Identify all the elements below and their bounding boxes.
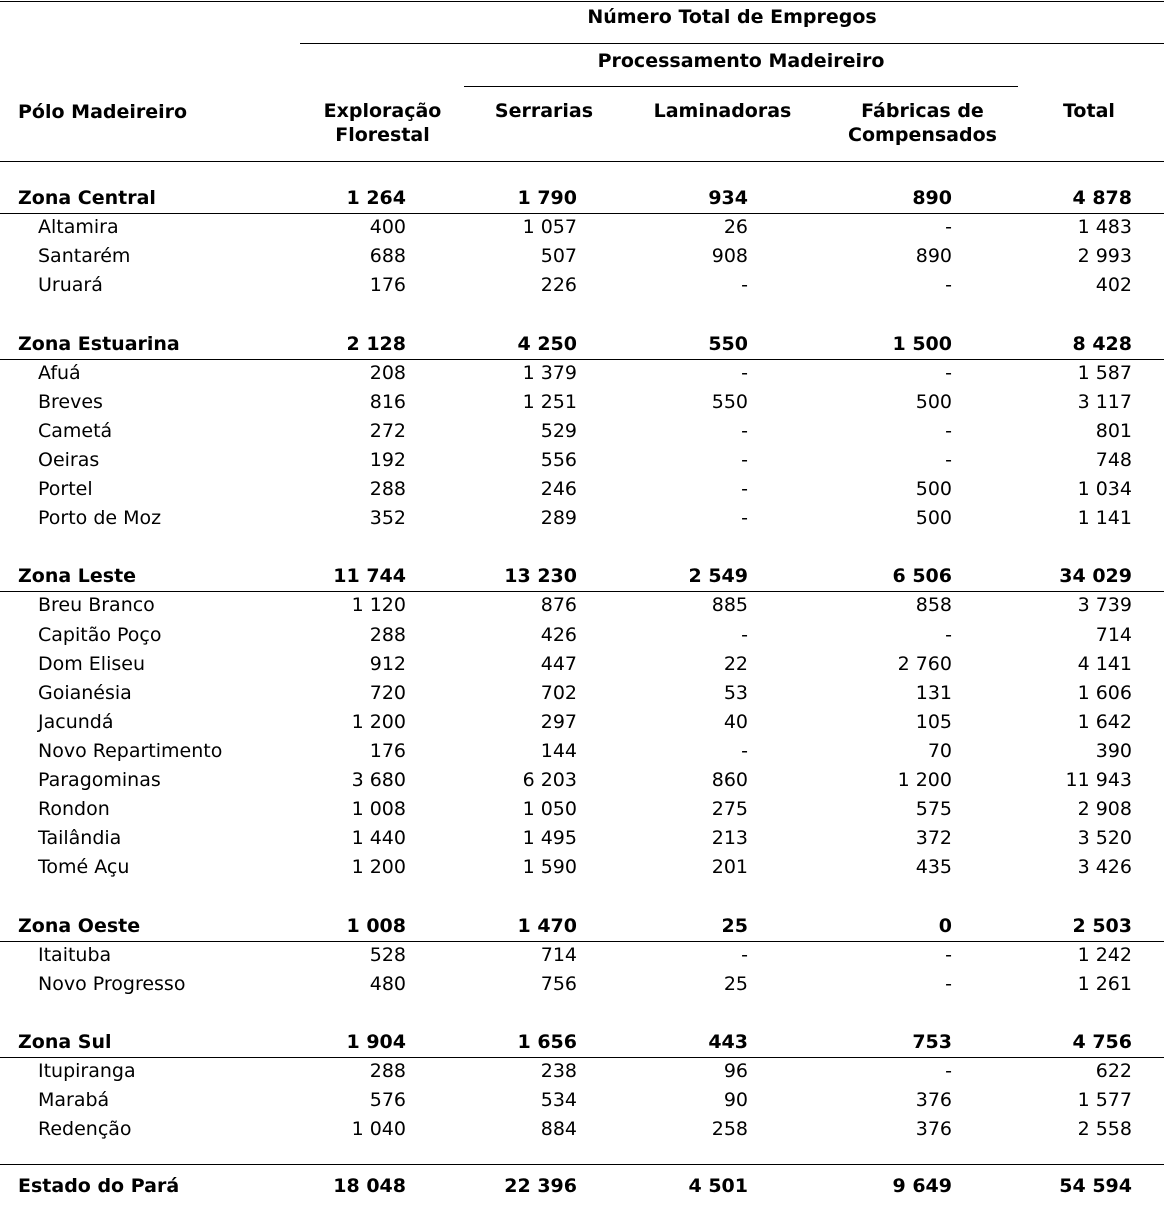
laminadoras-value: 25: [723, 972, 748, 995]
serrarias-value: 447: [540, 652, 577, 675]
exploracao-value: 1 440: [351, 827, 406, 850]
laminadoras-value: -: [741, 623, 748, 646]
zone-name: Estado do Pará: [18, 1175, 180, 1197]
fabricas-value: 500: [915, 478, 952, 500]
polo-name: Goianésia: [38, 681, 132, 704]
exploracao-value: 1 264: [346, 187, 406, 209]
polo-name: Breves: [38, 390, 103, 413]
fabricas-value: -: [945, 216, 952, 239]
polo-name: Itaituba: [38, 943, 112, 966]
table-row: [0, 504, 1164, 533]
table-row: [0, 359, 1164, 388]
col-header-serrarias: Serrarias: [494, 100, 594, 122]
serrarias-value: 1 590: [522, 856, 577, 879]
zone-row: [0, 184, 1164, 213]
total-value: 1 642: [1077, 710, 1132, 733]
polo-name: Jacundá: [38, 710, 114, 733]
total-rule: [0, 1164, 1164, 1165]
table-row: [0, 679, 1164, 708]
fabricas-value: 1 500: [892, 332, 952, 355]
serrarias-value: 1 379: [522, 361, 577, 384]
laminadoras-value: 22: [723, 652, 748, 675]
serrarias-value: 144: [540, 739, 577, 762]
serrarias-value: 507: [540, 245, 577, 268]
polo-name: Redenção: [38, 1118, 132, 1141]
table-row: [0, 242, 1164, 271]
zone-name: Zona Central: [18, 187, 156, 209]
total-value: 3 426: [1077, 856, 1132, 879]
exploracao-value: 208: [369, 361, 406, 384]
exploracao-value: 3 680: [351, 769, 406, 791]
serrarias-value: 4 250: [517, 332, 577, 355]
col-header-fabricas: [815, 99, 1030, 147]
fabricas-value: 500: [915, 390, 952, 413]
total-value: 1 587: [1077, 361, 1132, 384]
serrarias-value: 1 251: [522, 390, 577, 413]
exploracao-value: 288: [369, 623, 406, 646]
serrarias-value: 289: [540, 507, 577, 530]
fabricas-value: 6 506: [892, 565, 952, 588]
fabricas-value: 372: [915, 827, 952, 850]
serrarias-value: 238: [540, 1060, 577, 1082]
total-value: 801: [1095, 419, 1132, 442]
table-row: [0, 621, 1164, 650]
laminadoras-value: 40: [723, 710, 748, 733]
polo-name: Tomé Açu: [38, 856, 130, 879]
exploracao-value: 176: [369, 739, 406, 762]
table-row: [0, 1115, 1164, 1144]
laminadoras-value: -: [741, 419, 748, 442]
total-value: 2 993: [1077, 245, 1132, 268]
laminadoras-value: 96: [723, 1060, 748, 1082]
total-value: 1 261: [1077, 972, 1132, 995]
laminadoras-value: -: [741, 478, 748, 500]
fabricas-value: -: [945, 361, 952, 384]
fabricas-value: -: [945, 623, 952, 646]
serrarias-value: 246: [540, 478, 577, 500]
serrarias-value: 1 495: [522, 827, 577, 850]
exploracao-value: 688: [369, 245, 406, 268]
table-row: [0, 970, 1164, 999]
laminadoras-value: 2 549: [688, 565, 748, 588]
fabricas-value: 890: [915, 245, 952, 268]
col-header-fabricas-line2: Compensados: [848, 124, 997, 146]
table-row: [0, 213, 1164, 242]
exploracao-value: 912: [369, 652, 406, 675]
zone-row: [0, 330, 1164, 359]
fabricas-value: 9 649: [892, 1175, 952, 1197]
total-value: 748: [1095, 448, 1132, 471]
polo-name: Altamira: [38, 216, 119, 239]
col-header-polo: Pólo Madeireiro: [18, 101, 188, 123]
serrarias-value: 1 790: [517, 187, 577, 209]
serrarias-value: 529: [540, 419, 577, 442]
laminadoras-value: 885: [711, 594, 748, 617]
fabricas-value: 376: [915, 1089, 952, 1112]
serrarias-value: 1 057: [522, 216, 577, 239]
group-title: Número Total de Empregos: [587, 6, 877, 28]
subgroup-title: Processamento Madeireiro: [597, 50, 885, 72]
polo-name: Porto de Moz: [38, 507, 162, 530]
serrarias-value: 884: [540, 1118, 577, 1141]
exploracao-value: 176: [369, 274, 406, 297]
laminadoras-value: 4 501: [688, 1175, 748, 1197]
polo-name: Uruará: [38, 274, 103, 297]
serrarias-value: 556: [540, 448, 577, 471]
group-title-rule: [300, 43, 1164, 44]
col-header-exploracao-line1: Exploração: [323, 100, 442, 122]
col-header-exploracao-line2: Florestal: [335, 124, 430, 146]
zone-name: Zona Oeste: [18, 914, 141, 937]
total-value: 2 908: [1077, 798, 1132, 821]
table-row: [0, 853, 1164, 882]
exploracao-value: 1 120: [351, 594, 406, 617]
laminadoras-value: 25: [721, 914, 748, 937]
zone-name: Zona Sul: [18, 1030, 112, 1053]
total-value: 4 141: [1077, 652, 1132, 675]
exploracao-value: 288: [369, 1060, 406, 1082]
exploracao-value: 11 744: [333, 565, 406, 588]
exploracao-value: 1 040: [351, 1118, 406, 1141]
polo-name: Afuá: [38, 361, 81, 384]
exploracao-value: 288: [369, 478, 406, 500]
zone-row: [0, 912, 1164, 941]
laminadoras-value: 550: [711, 390, 748, 413]
table-row: [0, 1057, 1164, 1086]
table-row: [0, 824, 1164, 853]
laminadoras-value: -: [741, 361, 748, 384]
serrarias-value: 1 656: [517, 1030, 577, 1053]
exploracao-value: 1 200: [351, 710, 406, 733]
table-row: [0, 766, 1164, 795]
serrarias-value: 714: [540, 943, 577, 966]
total-value: 1 242: [1077, 943, 1132, 966]
fabricas-value: -: [945, 419, 952, 442]
table-row: [0, 475, 1164, 504]
total-value: 622: [1095, 1060, 1132, 1082]
serrarias-value: 226: [540, 274, 577, 297]
laminadoras-value: -: [741, 448, 748, 471]
exploracao-value: 272: [369, 419, 406, 442]
table-row: [0, 591, 1164, 620]
exploracao-value: 720: [369, 681, 406, 704]
table-row: [0, 941, 1164, 970]
laminadoras-value: 550: [708, 332, 748, 355]
laminadoras-value: 26: [723, 216, 748, 239]
laminadoras-value: 213: [711, 827, 748, 850]
polo-name: Paragominas: [38, 769, 161, 791]
polo-name: Itupiranga: [38, 1060, 136, 1082]
total-value: 4 878: [1072, 187, 1132, 209]
serrarias-value: 22 396: [504, 1175, 577, 1197]
laminadoras-value: -: [741, 943, 748, 966]
total-value: 4 756: [1072, 1030, 1132, 1053]
polo-name: Cametá: [38, 419, 113, 442]
exploracao-value: 528: [369, 943, 406, 966]
total-value: 54 594: [1059, 1175, 1132, 1197]
zone-name: Zona Leste: [18, 565, 137, 588]
laminadoras-value: -: [741, 739, 748, 762]
top-rule: [0, 1, 1164, 2]
col-header-fabricas-line1: Fábricas de: [861, 100, 984, 122]
fabricas-value: -: [945, 943, 952, 966]
polo-name: Oeiras: [38, 448, 100, 471]
serrarias-value: 426: [540, 623, 577, 646]
serrarias-value: 756: [540, 972, 577, 995]
laminadoras-value: -: [741, 274, 748, 297]
exploracao-value: 1 200: [351, 856, 406, 879]
total-value: 2 558: [1077, 1118, 1132, 1141]
table-row: [0, 417, 1164, 446]
fabricas-value: 70: [927, 739, 952, 762]
exploracao-value: 192: [369, 448, 406, 471]
laminadoras-value: 934: [708, 187, 748, 209]
table-row: [0, 446, 1164, 475]
subgroup-title-rule: [464, 86, 1018, 87]
table-row: [0, 795, 1164, 824]
polo-name: Breu Branco: [38, 594, 155, 617]
fabricas-value: 376: [915, 1118, 952, 1141]
total-value: 1 606: [1077, 681, 1132, 704]
exploracao-value: 18 048: [333, 1175, 406, 1197]
zone-row: [0, 562, 1164, 591]
table-row: [0, 271, 1164, 300]
laminadoras-value: 443: [708, 1030, 748, 1053]
table-row: [0, 708, 1164, 737]
serrarias-value: 297: [540, 710, 577, 733]
polo-name: Dom Eliseu: [38, 652, 145, 675]
fabricas-value: -: [945, 1060, 952, 1082]
table-row: [0, 737, 1164, 766]
laminadoras-value: 860: [711, 769, 748, 791]
polo-name: Marabá: [38, 1089, 110, 1112]
total-value: 8 428: [1072, 332, 1132, 355]
table-row: [0, 1086, 1164, 1115]
serrarias-value: 876: [540, 594, 577, 617]
fabricas-value: -: [945, 274, 952, 297]
table-row: [0, 650, 1164, 679]
zone-row: [0, 1172, 1164, 1201]
fabricas-value: 500: [915, 507, 952, 530]
fabricas-value: -: [945, 972, 952, 995]
total-value: 714: [1095, 623, 1132, 646]
polo-name: Tailândia: [38, 827, 122, 850]
zone-row: [0, 1028, 1164, 1057]
polo-name: Novo Progresso: [38, 972, 186, 995]
total-value: 2 503: [1072, 914, 1132, 937]
exploracao-value: 480: [369, 972, 406, 995]
total-value: 1 034: [1077, 478, 1132, 500]
total-value: 3 520: [1077, 827, 1132, 850]
serrarias-value: 1 050: [522, 798, 577, 821]
serrarias-value: 13 230: [504, 565, 577, 588]
laminadoras-value: 53: [723, 681, 748, 704]
polo-name: Portel: [38, 478, 93, 500]
fabricas-value: 858: [915, 594, 952, 617]
laminadoras-value: 201: [711, 856, 748, 879]
fabricas-value: 105: [915, 710, 952, 733]
total-value: 1 483: [1077, 216, 1132, 239]
fabricas-value: 435: [915, 856, 952, 879]
total-value: 390: [1095, 739, 1132, 762]
fabricas-value: 753: [912, 1030, 952, 1053]
laminadoras-value: 908: [711, 245, 748, 268]
fabricas-value: 890: [912, 187, 952, 209]
serrarias-value: 702: [540, 681, 577, 704]
exploracao-value: 1 008: [351, 798, 406, 821]
col-header-laminadoras: Laminadoras: [653, 100, 792, 122]
fabricas-value: 131: [915, 681, 952, 704]
laminadoras-value: 90: [723, 1089, 748, 1112]
col-header-total: Total: [1063, 100, 1115, 122]
fabricas-value: -: [945, 448, 952, 471]
exploracao-value: 2 128: [346, 332, 406, 355]
fabricas-value: 0: [938, 914, 952, 937]
table-row: [0, 388, 1164, 417]
total-value: 3 739: [1077, 594, 1132, 617]
total-value: 11 943: [1065, 769, 1132, 791]
serrarias-value: 534: [540, 1089, 577, 1112]
polo-name: Rondon: [38, 798, 110, 821]
total-value: 1 577: [1077, 1089, 1132, 1112]
total-value: 402: [1095, 274, 1132, 297]
polo-name: Capitão Poço: [38, 623, 162, 646]
zone-name: Zona Estuarina: [18, 332, 180, 355]
exploracao-value: 1 904: [346, 1030, 406, 1053]
exploracao-value: 352: [369, 507, 406, 530]
polo-name: Novo Repartimento: [38, 739, 223, 762]
fabricas-value: 2 760: [897, 652, 952, 675]
laminadoras-value: 258: [711, 1118, 748, 1141]
exploracao-value: 1 008: [346, 914, 406, 937]
fabricas-value: 1 200: [897, 769, 952, 791]
exploracao-value: 816: [369, 390, 406, 413]
total-value: 1 141: [1077, 507, 1132, 530]
total-value: 3 117: [1077, 390, 1132, 413]
exploracao-value: 400: [369, 216, 406, 239]
total-value: 34 029: [1059, 565, 1132, 588]
serrarias-value: 1 470: [517, 914, 577, 937]
exploracao-value: 576: [369, 1089, 406, 1112]
polo-name: Santarém: [38, 245, 131, 268]
col-header-exploracao: [300, 99, 465, 147]
laminadoras-value: 275: [711, 798, 748, 821]
fabricas-value: 575: [915, 798, 952, 821]
header-bottom-rule: [0, 161, 1164, 162]
serrarias-value: 6 203: [522, 769, 577, 791]
laminadoras-value: -: [741, 507, 748, 530]
